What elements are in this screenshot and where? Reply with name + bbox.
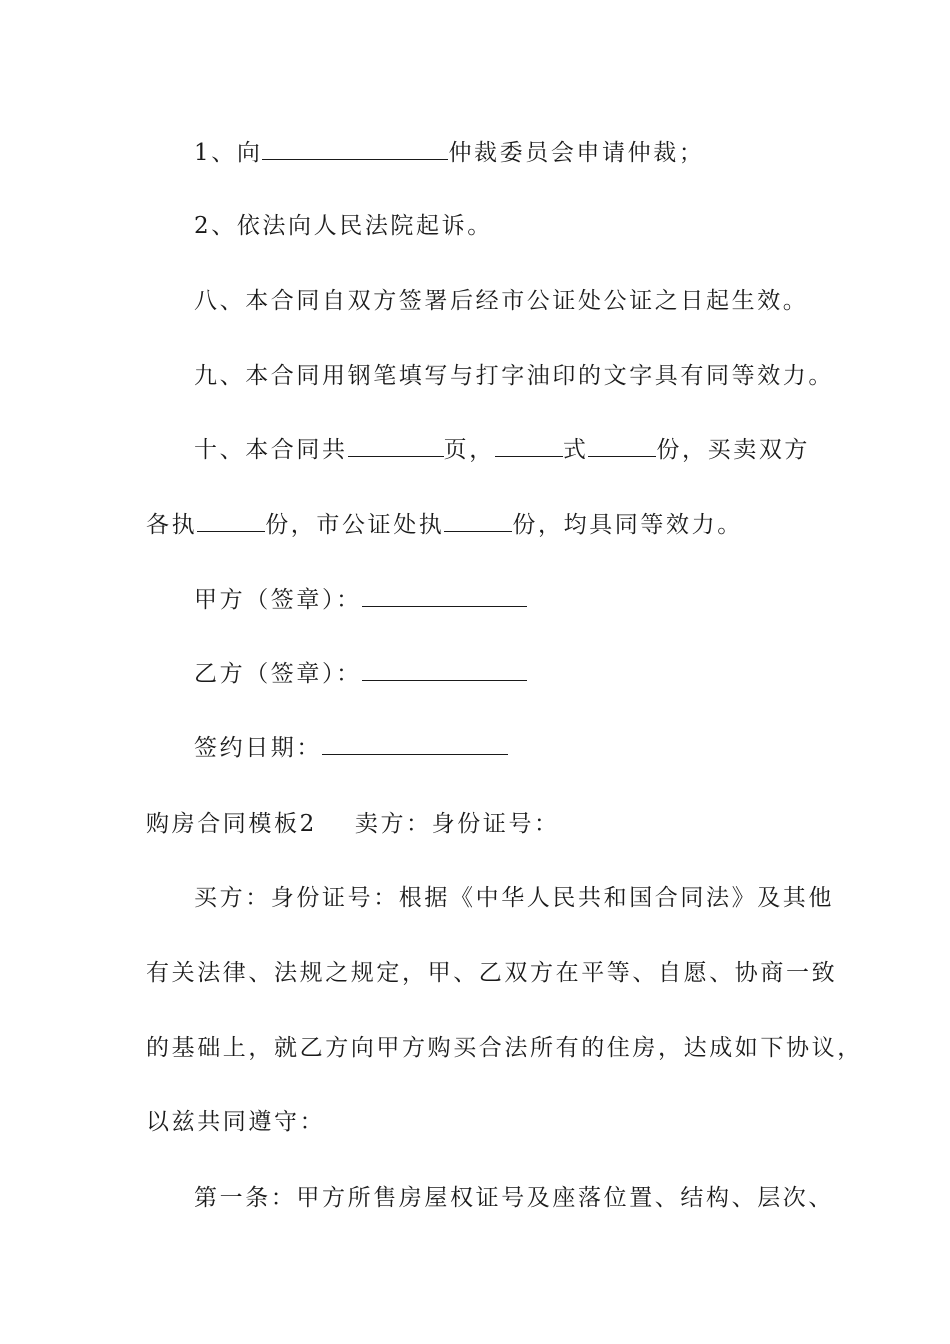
party-b-signature [194, 659, 527, 689]
blank-field [348, 436, 444, 457]
text: 份，买卖双方 [656, 437, 811, 463]
text: 第一条：甲方所售房屋权证号及座落位置、结构、层次、 [194, 1185, 834, 1211]
text: 页， [443, 437, 495, 463]
blank-field [444, 511, 512, 532]
clause-line-arbitration [194, 138, 704, 168]
clause-8 [194, 286, 808, 316]
text: 以兹共同遵守： [146, 1109, 326, 1135]
blank-field [588, 436, 656, 457]
text: 份，市公证处执 [265, 512, 445, 538]
text: 九、本合同用钢笔填写与打字油印的文字具有同等效力。 [194, 363, 834, 389]
clause-10-cont [146, 510, 743, 540]
text: 仲裁委员会申请仲裁； [448, 140, 705, 166]
paragraph-line [146, 1107, 325, 1137]
paragraph-line [146, 958, 837, 988]
text: 各执 [146, 512, 198, 538]
buyer-line [194, 883, 834, 913]
signature-blank [362, 660, 527, 681]
text: 乙方（签章）： [194, 661, 362, 687]
template-2-heading [146, 809, 560, 839]
text: 的基础上，就乙方向甲方购买合法所有的住房，达成如下协议， [146, 1035, 863, 1061]
text: 八、本合同自双方签署后经市公证处公证之日起生效。 [194, 288, 809, 314]
text: 甲方（签章）： [194, 587, 362, 613]
seller-label: 卖方：身份证号： [354, 811, 560, 837]
text: 份，均具同等效力。 [512, 512, 743, 538]
blank-field [495, 436, 563, 457]
signature-blank [362, 586, 527, 607]
text: 十、本合同共 [194, 437, 348, 463]
text: 签约日期： [194, 735, 322, 761]
clause-line-lawsuit [194, 211, 493, 241]
text: 买方：身份证号：根据《中华人民共和国合同法》及其他 [194, 885, 834, 911]
article-1 [194, 1183, 834, 1213]
party-a-signature [194, 585, 527, 615]
text: 2、依法向人民法院起诉。 [194, 213, 493, 239]
text: 式 [562, 437, 589, 463]
paragraph-line [146, 1033, 863, 1063]
blank-field [197, 511, 265, 532]
blank-field [262, 139, 448, 160]
heading: 购房合同模板2 [146, 811, 317, 837]
date-blank [322, 734, 508, 755]
text: 1、向 [194, 140, 263, 166]
text: 有关法律、法规之规定，甲、乙双方在平等、自愿、协商一致 [146, 960, 838, 986]
clause-10 [194, 435, 810, 465]
sign-date [194, 733, 508, 763]
clause-9 [194, 361, 834, 391]
